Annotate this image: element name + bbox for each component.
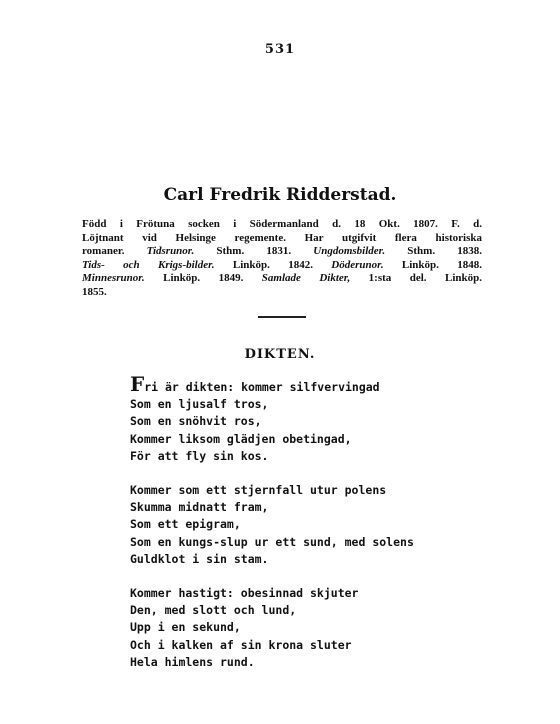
poem-line: Kommer liksom glädjen obetingad,: [130, 431, 352, 446]
poem-line: Upp i en sekund,: [130, 620, 241, 635]
poem-line: Fri är dikten: kommer silfvervingad: [130, 372, 380, 396]
poem-line: Guldklot i sin stam.: [130, 551, 269, 566]
stanza: [130, 585, 490, 671]
poem-title: DIKTEN.: [244, 347, 316, 362]
bio-line: Minnesrunor. Linköp. 1849. Samlade Dikter, 1:sta del. Linköp.: [82, 272, 482, 284]
stanza: [130, 482, 490, 568]
author-heading: Carl Fredrik Ridderstad.: [163, 185, 397, 205]
bio-line: 1855.: [82, 285, 107, 298]
poem-line: Kommer som ett stjernfall utur polens: [130, 483, 387, 498]
poem-line: Kommer hastigt: obesinnad skjuter: [130, 586, 359, 601]
poem-line: Och i kalken af sin krona sluter: [130, 637, 352, 652]
bio-line: Född i Frötuna socken i Södermanland d. 18 Okt. 1807. F. d.: [82, 218, 482, 230]
drop-cap: F: [130, 372, 145, 396]
poem-line: Hela himlens rund.: [130, 654, 255, 669]
poem-line: Som en kungs-slup ur ett sund, med solens: [130, 534, 414, 549]
poem-line: Som en snöhvit ros,: [130, 414, 262, 429]
bio-line: romaner. Tidsrunor. Sthm. 1831. Ungdomsbilder. Sthm. 1838.: [82, 245, 482, 257]
poem-line: Som en ljusalf tros,: [130, 397, 269, 412]
bio-line: Löjtnant vid Helsinge regemente. Har utgifvit flera historiska: [82, 231, 482, 244]
poem-line: Som ett epigram,: [130, 517, 241, 532]
author-biography: [82, 218, 482, 299]
page-number: 531: [264, 42, 296, 57]
poem: [130, 372, 490, 688]
poem-line: För att fly sin kos.: [130, 448, 269, 463]
stanza: [130, 372, 490, 465]
bio-line: Tids- och Krigs-bilder. Linköp. 1842. Döderunor. Linköp. 1848.: [82, 258, 482, 271]
section-divider: [258, 316, 306, 318]
poem-line: Den, med slott och lund,: [130, 603, 297, 618]
poem-line: Skumma midnatt fram,: [130, 500, 269, 515]
